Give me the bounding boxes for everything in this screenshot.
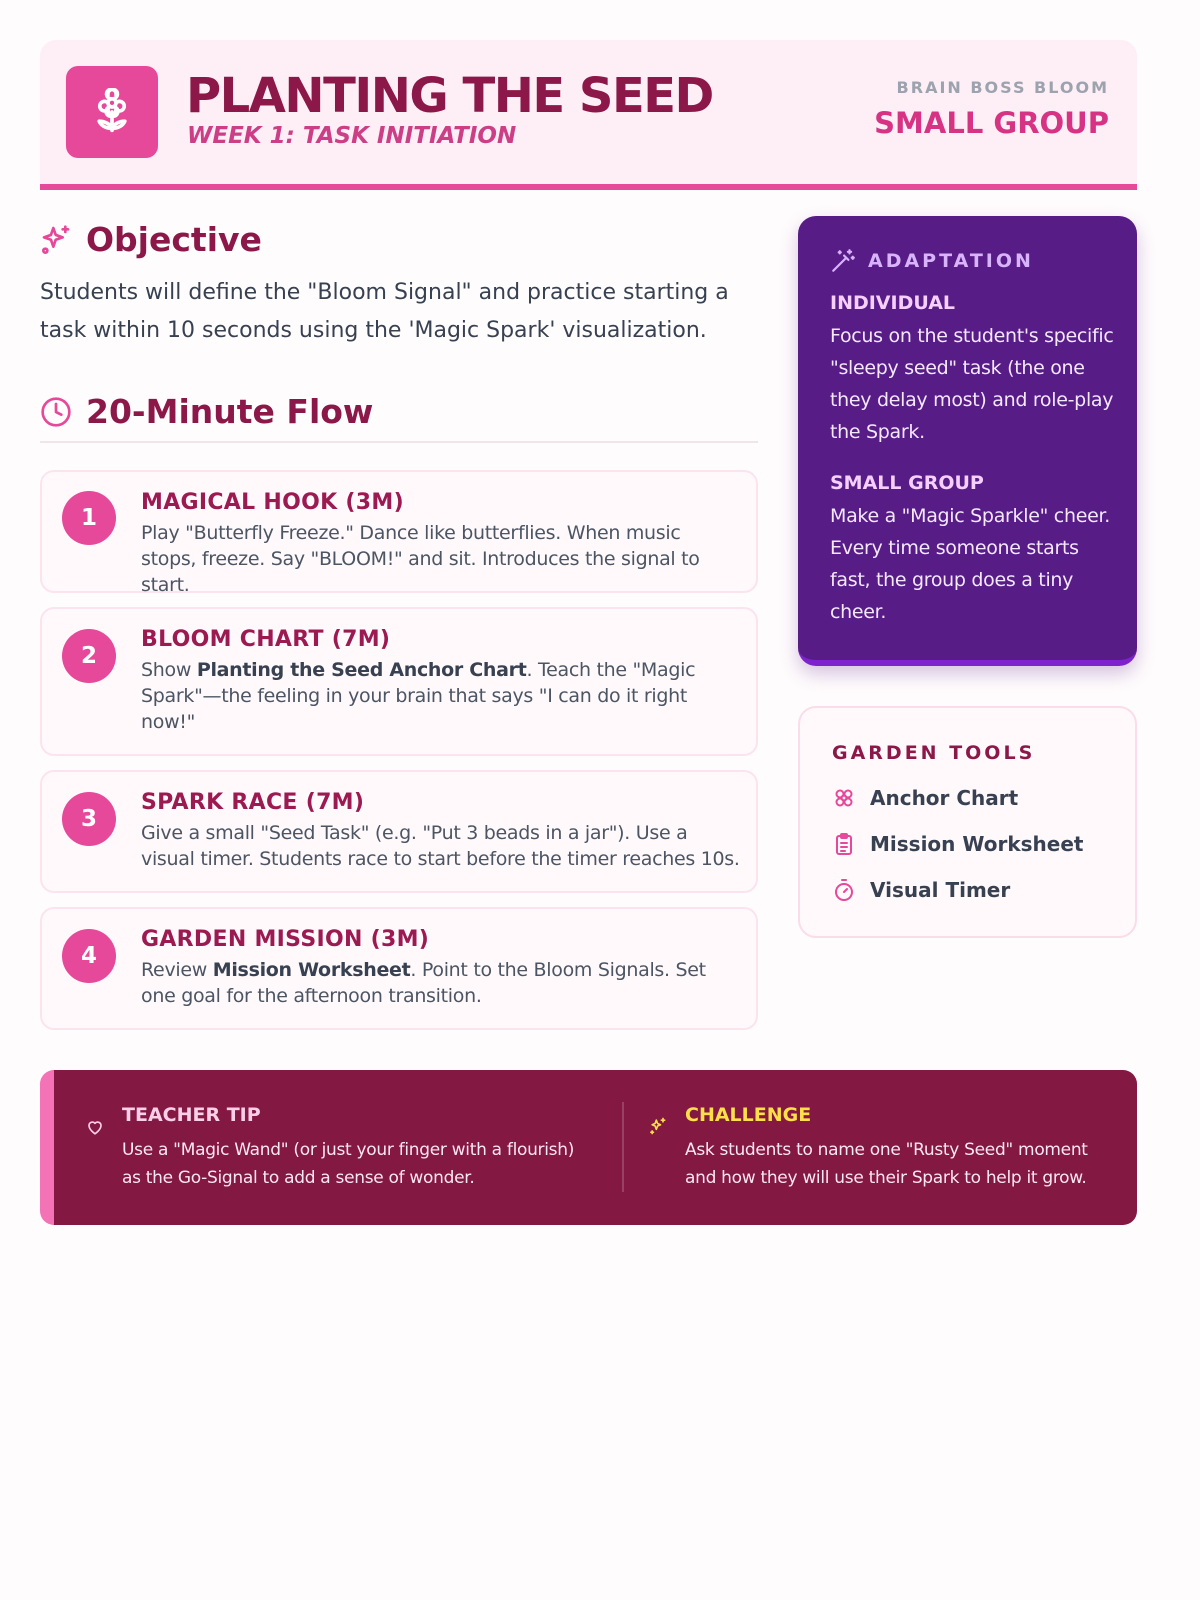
step-description-text: . Point to the Bloom Signals. Set one goal for the afternoon transition. bbox=[141, 959, 706, 1007]
stopwatch-icon bbox=[832, 878, 856, 902]
step-description-text: Show bbox=[141, 659, 197, 681]
individual-text: Focus on the student's specific "sleepy seed" task (the one they delay most) and role-play the Spark. bbox=[830, 325, 1114, 443]
teacher-tip-title: TEACHER TIP bbox=[122, 1104, 261, 1126]
tool-label: Mission Worksheet bbox=[870, 832, 1084, 856]
step-title: GARDEN MISSION (3M) bbox=[141, 927, 430, 952]
small-group-text: Make a "Magic Sparkle" cheer. Every time someone starts fast, the group does a tiny cheer. bbox=[830, 505, 1110, 623]
flow-step bbox=[40, 607, 758, 756]
step-description-text: Give a small "Seed Task" (e.g. "Put 3 beads in a jar"). Use a visual timer. Students race to start before the timer reaches 10s. bbox=[141, 822, 740, 870]
garden-tools-card bbox=[798, 706, 1137, 938]
adaptation-card bbox=[798, 216, 1137, 666]
group-type-label: SMALL GROUP bbox=[874, 106, 1109, 140]
step-description bbox=[141, 657, 741, 735]
brand-name: BRAIN BOSS BLOOM bbox=[896, 78, 1109, 97]
magic-wand-icon bbox=[830, 248, 856, 274]
step-number: 4 bbox=[62, 929, 116, 983]
divider bbox=[622, 1102, 624, 1192]
objective-text: Students will define the "Bloom Signal" and practice starting a task within 10 seconds using the 'Magic Spark' visualization. bbox=[40, 280, 729, 343]
flow-step bbox=[40, 770, 758, 893]
flower-icon bbox=[832, 786, 856, 810]
tool-item bbox=[832, 832, 1083, 856]
step-number: 1 bbox=[62, 491, 116, 545]
flow-heading bbox=[40, 392, 373, 431]
flow-step bbox=[40, 907, 758, 1030]
divider bbox=[40, 441, 758, 443]
page-title: PLANTING THE SEED bbox=[186, 68, 713, 124]
step-description-bold: Mission Worksheet bbox=[212, 959, 411, 981]
step-number: 2 bbox=[62, 629, 116, 683]
tool-item bbox=[832, 786, 1018, 810]
heart-icon bbox=[86, 1118, 104, 1136]
adaptation-heading-text: ADAPTATION bbox=[868, 250, 1034, 272]
step-title: MAGICAL HOOK (3M) bbox=[141, 490, 404, 515]
clock-icon bbox=[40, 396, 72, 428]
objective-heading-text: Objective bbox=[86, 220, 262, 259]
step-title: SPARK RACE (7M) bbox=[141, 790, 365, 815]
tool-label: Anchor Chart bbox=[870, 786, 1019, 810]
flow-step bbox=[40, 470, 758, 596]
step-number: 3 bbox=[62, 792, 116, 846]
tool-item bbox=[832, 878, 1010, 902]
step-description-text: Review bbox=[141, 959, 213, 981]
sparkles-icon bbox=[648, 1116, 668, 1136]
small-group-label: SMALL GROUP bbox=[830, 472, 984, 494]
teacher-tip-text: Use a "Magic Wand" (or just your finger with a flourish) as the Go-Signal to add a sense of wonder. bbox=[122, 1140, 575, 1188]
garden-tools-heading: GARDEN TOOLS bbox=[832, 742, 1036, 764]
adaptation-heading bbox=[830, 248, 1034, 274]
page-subtitle: WEEK 1: TASK INITIATION bbox=[187, 123, 517, 149]
step-description bbox=[141, 520, 741, 598]
lesson-header bbox=[40, 40, 1137, 190]
step-description-bold: Planting the Seed Anchor Chart bbox=[196, 659, 527, 681]
sparkles-icon bbox=[40, 224, 72, 256]
flower-icon bbox=[90, 88, 134, 136]
challenge-text: Ask students to name one "Rusty Seed" moment and how they will use their Spark to help it grow. bbox=[685, 1140, 1088, 1188]
challenge-title: CHALLENGE bbox=[685, 1104, 812, 1126]
flower-logo bbox=[66, 66, 158, 158]
objective-heading bbox=[40, 220, 262, 259]
individual-label: INDIVIDUAL bbox=[830, 292, 956, 314]
tool-label: Visual Timer bbox=[870, 878, 1011, 902]
clipboard-icon bbox=[832, 832, 856, 856]
step-description bbox=[141, 957, 741, 1009]
flow-heading-text: 20-Minute Flow bbox=[86, 392, 374, 431]
step-description bbox=[141, 820, 741, 872]
step-description-text: . Teach the "Magic Spark"—the feeling in your brain that says "I can do it right now!" bbox=[141, 659, 696, 733]
tips-banner bbox=[40, 1070, 1137, 1225]
step-title: BLOOM CHART (7M) bbox=[141, 627, 391, 652]
step-description-text: Play "Butterfly Freeze." Dance like butterflies. When music stops, freeze. Say "BLOOM!" and sit. Introduces the signal to start. bbox=[141, 522, 700, 596]
